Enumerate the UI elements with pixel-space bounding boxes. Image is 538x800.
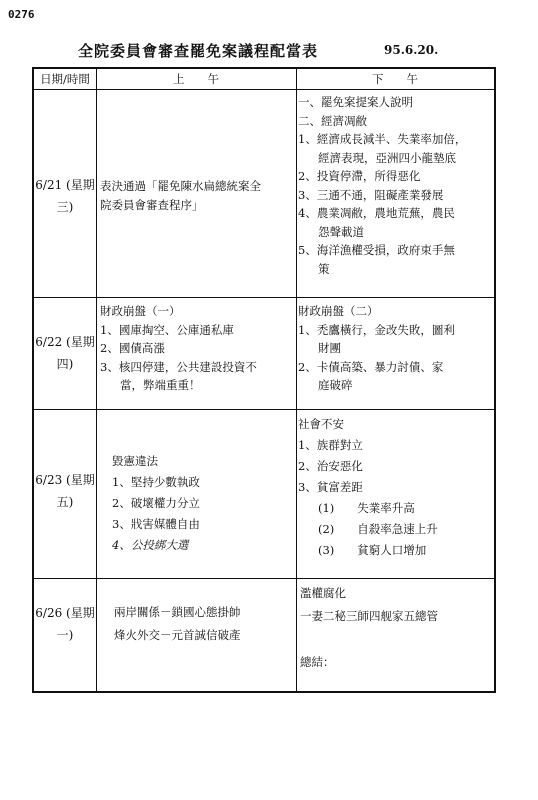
agenda-line: 表決通過「罷免陳水扁總統案全 xyxy=(100,179,261,193)
agenda-line: 策 xyxy=(318,261,330,276)
agenda-line: (1) 失業率升高 xyxy=(318,501,415,515)
handwritten-note: 4、公投綁大選 xyxy=(112,538,189,552)
afternoon-cell xyxy=(298,93,466,278)
row-date: 6/22 xyxy=(35,335,63,349)
morning-cell xyxy=(100,177,261,214)
row-divider xyxy=(34,89,494,90)
agenda-line: 當，弊端重重！ xyxy=(120,378,201,392)
row-date-cell xyxy=(34,469,96,513)
agenda-line: 烽火外交－元首誠信破產 xyxy=(114,628,241,642)
agenda-line: 2、破壞權力分立 xyxy=(112,496,200,510)
agenda-line: 5、海洋漁權受損，政府束手無 xyxy=(298,243,455,257)
row-divider xyxy=(34,297,494,298)
agenda-line: 一妻二秘三師四舰家五總管 xyxy=(300,609,438,623)
agenda-line: 毀憲違法 xyxy=(112,454,158,468)
agenda-line: 財政崩盤（二） xyxy=(298,304,379,318)
row-divider xyxy=(34,409,494,410)
agenda-line: 3、三通不通，阻礙產業發展 xyxy=(298,187,444,202)
agenda-line: 2、投資停滯，所得惡化 xyxy=(298,169,421,183)
row-date-cell xyxy=(34,331,96,375)
agenda-line: 2、卡債高築、暴力討債、家 xyxy=(298,359,444,374)
agenda-line: 1、族群對立 xyxy=(298,438,363,452)
agenda-line: 1、國庫掏空、公庫通私庫 xyxy=(100,322,234,337)
row-weekday: (星期一) xyxy=(56,606,95,642)
row-weekday: (星期四) xyxy=(56,335,95,371)
agenda-line: 一、罷免案提案人說明 xyxy=(298,95,413,109)
row-date-cell xyxy=(34,174,96,218)
header-morning: 上 午 xyxy=(173,72,219,86)
agenda-line: 經濟表現，亞洲四小龍墊底 xyxy=(318,150,456,165)
agenda-line: 財團 xyxy=(318,341,341,355)
agenda-line: 3、核四停建，公共建設投資不 xyxy=(100,359,257,374)
agenda-line: 院委員會審查程序」 xyxy=(100,197,204,212)
document-date: 95.6.20. xyxy=(384,43,439,57)
agenda-line: 2、國債高漲 xyxy=(100,341,165,355)
header-date-time: 日期/時間 xyxy=(40,72,90,86)
morning-cell xyxy=(100,302,257,395)
header-afternoon: 下 午 xyxy=(372,72,418,86)
morning-cell xyxy=(114,601,241,647)
agenda-line: 兩岸關係－鎖國心態掛帥 xyxy=(114,605,241,619)
agenda-line: 3、戕害媒體自由 xyxy=(112,517,200,531)
afternoon-cell xyxy=(298,302,455,395)
column-divider xyxy=(296,69,297,691)
agenda-line: (3) 貧窮人口增加 xyxy=(318,543,427,557)
agenda-line: 2、治安惡化 xyxy=(298,459,363,473)
morning-cell xyxy=(112,451,200,556)
page-number: 0276 xyxy=(8,8,35,21)
document-title: 全院委員會審查罷免案議程配當表 xyxy=(78,42,319,60)
agenda-table xyxy=(32,67,496,693)
row-date: 6/23 xyxy=(35,473,63,487)
agenda-line: 庭破碎 xyxy=(318,378,353,392)
afternoon-cell xyxy=(300,582,438,674)
agenda-line: 4、農業凋敝，農地荒蕪，農民 xyxy=(298,206,455,220)
row-weekday: (星期五) xyxy=(56,473,95,509)
agenda-line: 社會不安 xyxy=(298,417,344,431)
agenda-line: 3、貧富差距 xyxy=(298,480,363,494)
agenda-line: 濫權腐化 xyxy=(300,586,346,600)
agenda-line: 1、經濟成長減半、失業率加倍， xyxy=(298,132,467,146)
afternoon-cell xyxy=(298,414,438,561)
agenda-line: 財政崩盤（一） xyxy=(100,304,181,318)
agenda-line: 總結： xyxy=(300,655,335,669)
agenda-line: 怨聲載道 xyxy=(318,224,364,239)
row-date-cell xyxy=(34,602,96,646)
agenda-line: (2) 自殺率急速上升 xyxy=(318,522,438,536)
agenda-line: 二、經濟凋敝 xyxy=(298,113,367,128)
column-divider xyxy=(96,69,97,691)
row-date: 6/21 xyxy=(35,178,63,192)
agenda-line: 1、禿鷹橫行，金改失敗，圖利 xyxy=(298,322,455,337)
row-weekday: (星期三) xyxy=(56,178,95,214)
row-divider xyxy=(34,578,494,579)
row-date: 6/26 xyxy=(35,606,63,620)
agenda-line: 1、堅持少數執政 xyxy=(112,475,200,489)
